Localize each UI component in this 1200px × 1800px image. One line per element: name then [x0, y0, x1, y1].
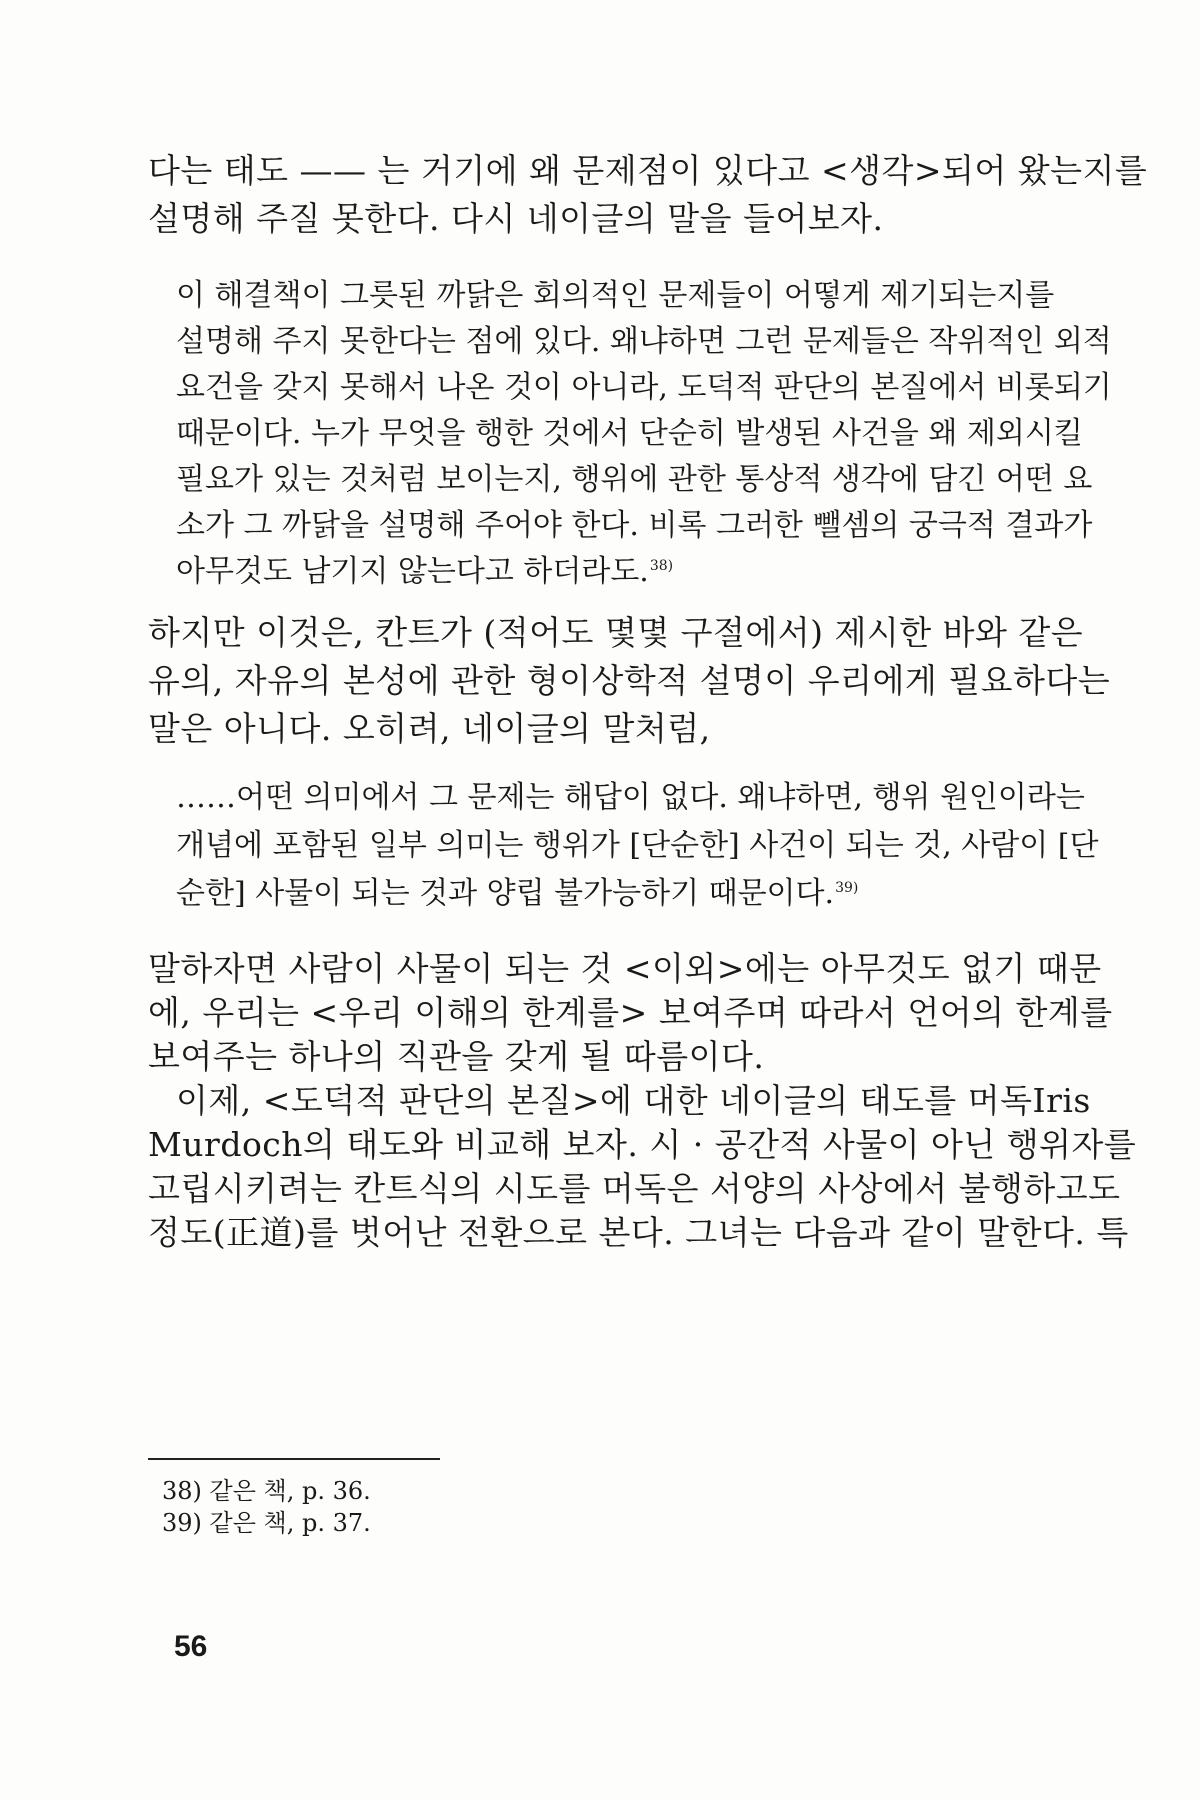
- quote-line: 소가 그 까닭을 설명해 주어야 한다. 비록 그러한 뺄셈의 궁극적 결과가: [176, 508, 1093, 543]
- footnote-reference-39: 39): [835, 880, 859, 896]
- quote-text: 순한] 사물이 되는 것과 양립 불가능하기 때문이다.: [176, 876, 835, 911]
- quote-line-last: [176, 874, 1016, 918]
- footnote-reference-38: 38): [649, 558, 674, 574]
- quote-line: 요건을 갖지 못해서 나온 것이 아니라, 도덕적 판단의 본질에서 비롯되기: [176, 370, 1112, 405]
- text-line: 말은 아니다. 오히려, 네이글의 말처럼,: [148, 709, 711, 748]
- quote-line: 개념에 포함된 일부 의미는 행위가 [단순한] 사건이 되는 것, 사람이 [단: [176, 828, 1099, 863]
- quote-line-last: [176, 552, 1016, 596]
- text-line: 보여주는 하나의 직관을 갖게 될 따름이다.: [148, 1037, 765, 1076]
- text-line: 말하자면 사람이 사물이 되는 것 <이외>에는 아무것도 없기 때문: [148, 949, 1102, 988]
- text-line: 설명해 주질 못한다. 다시 네이글의 말을 들어보자.: [148, 199, 884, 238]
- quote-line: 필요가 있는 것처럼 보이는지, 행위에 관한 통상적 생각에 담긴 어떤 요: [176, 462, 1093, 497]
- footnote-38: 38) 같은 책, p. 36.: [162, 1477, 371, 1505]
- quote-text: 아무것도 남기지 않는다고 하더라도.: [176, 554, 649, 589]
- footnote-39: 39) 같은 책, p. 37.: [162, 1509, 371, 1537]
- quote-line: ……어떤 의미에서 그 문제는 해답이 없다. 왜냐하면, 행위 원인이라는: [176, 780, 1085, 815]
- footnote-divider: [148, 1458, 440, 1460]
- text-line: 하지만 이것은, 칸트가 (적어도 몇몇 구절에서) 제시한 바와 같은: [148, 613, 1084, 652]
- text-line: 고립시키려는 칸트식의 시도를 머독은 서양의 사상에서 불행하고도: [148, 1169, 1121, 1208]
- text-line: 에, 우리는 <우리 이해의 한계를> 보여주며 따라서 언어의 한계를: [148, 993, 1113, 1032]
- text-line: Murdoch의 태도와 비교해 보자. 시 · 공간적 사물이 아닌 행위자를: [148, 1125, 1137, 1164]
- quote-line: 설명해 주지 못한다는 점에 있다. 왜냐하면 그런 문제들은 작위적인 외적: [176, 324, 1112, 359]
- quote-line: 이 해결책이 그릇된 까닭은 회의적인 문제들이 어떻게 제기되는지를: [176, 278, 1055, 313]
- text-line: 다는 태도 —— 는 거기에 왜 문제점이 있다고 <생각>되어 왔는지를: [148, 151, 1148, 190]
- text-line: 유의, 자유의 본성에 관한 형이상학적 설명이 우리에게 필요하다는: [148, 661, 1111, 700]
- text-line: 이제, <도덕적 판단의 본질>에 대한 네이글의 태도를 머독Iris: [176, 1081, 1091, 1120]
- page-number: 56: [174, 1630, 208, 1663]
- quote-line: 때문이다. 누가 무엇을 행한 것에서 단순히 발생된 사건을 왜 제외시킬: [176, 416, 1083, 451]
- text-line: 정도(正道)를 벗어난 전환으로 본다. 그녀는 다음과 같이 말한다. 특: [148, 1213, 1129, 1252]
